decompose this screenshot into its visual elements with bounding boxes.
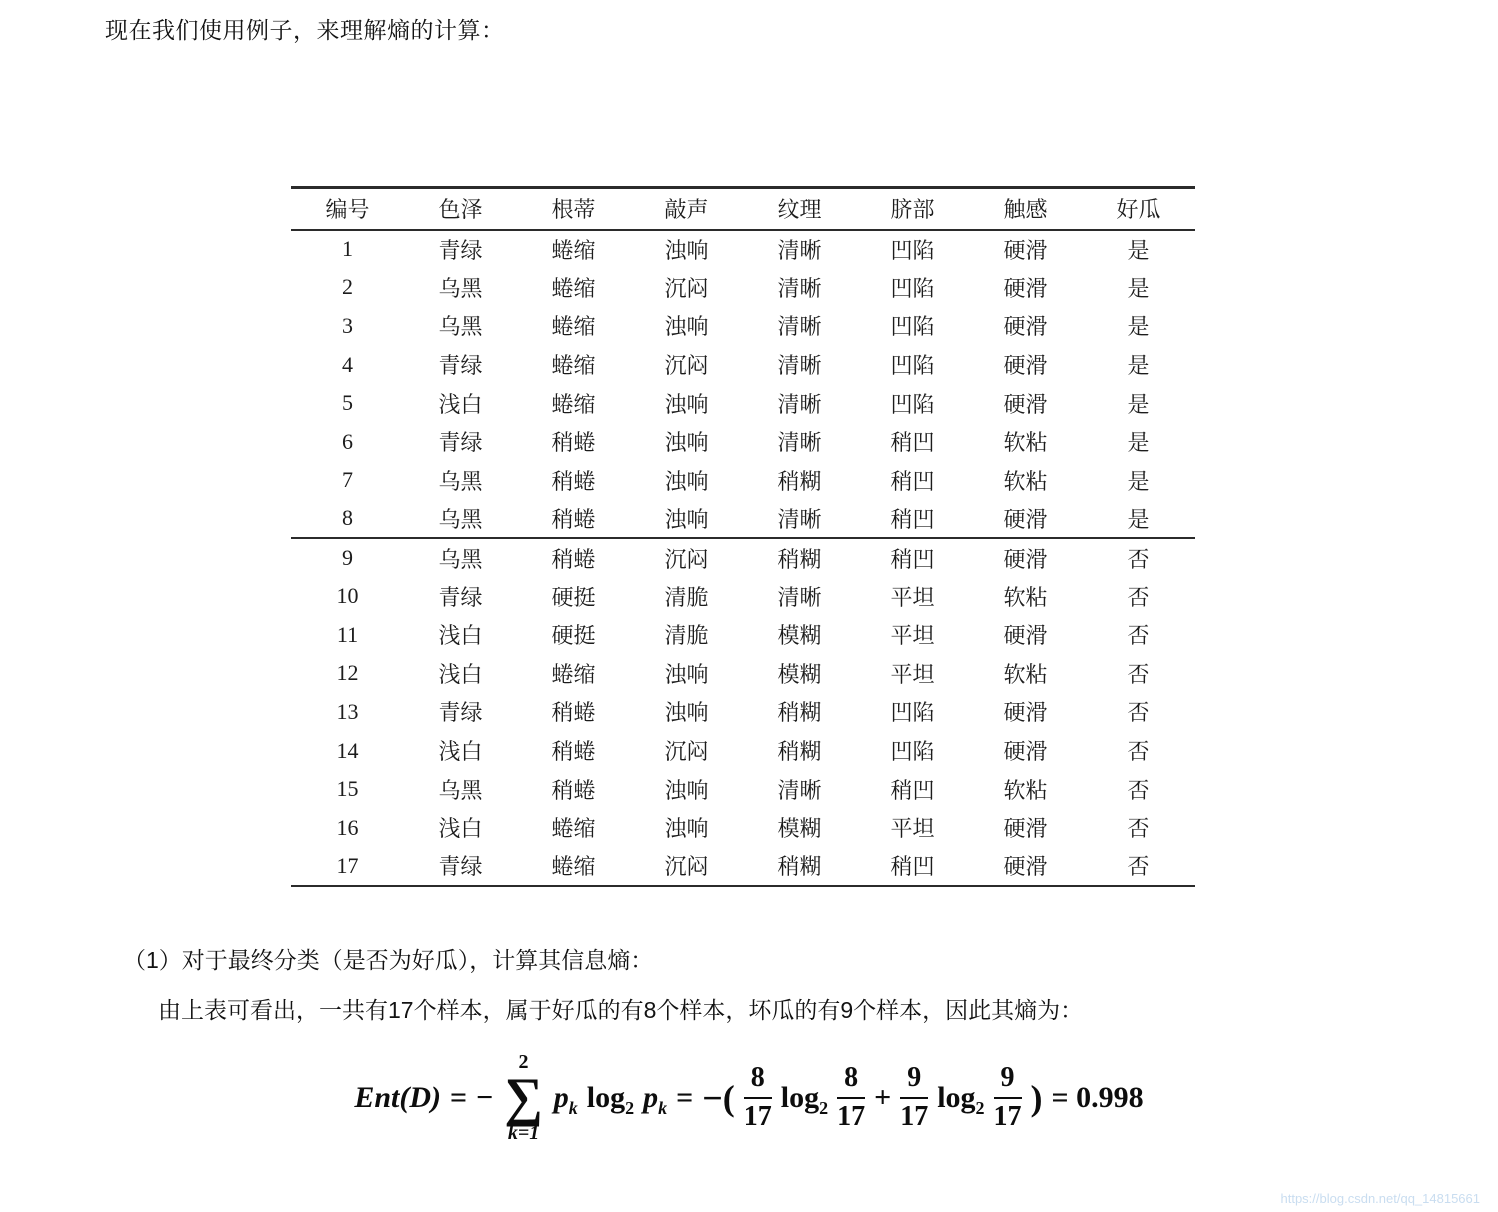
formula-container: [0, 1052, 1498, 1143]
table-cell: 蜷缩: [551, 816, 596, 842]
table-cell: 稍蜷: [551, 430, 596, 456]
table-cell: 蜷缩: [551, 314, 596, 340]
table-row: [291, 770, 1195, 809]
table-cell: 稍蜷: [551, 777, 596, 803]
table-cell: 乌黑: [438, 777, 483, 803]
column-header-texture: 纹理: [743, 188, 856, 230]
table-cell: 16: [336, 814, 359, 840]
summation-lower: k=1: [507, 1122, 540, 1145]
table-cell: 是: [1127, 314, 1150, 340]
melon-table: [291, 186, 1195, 887]
close-paren: ): [1030, 1077, 1043, 1118]
table-cell: 稍蜷: [551, 468, 596, 494]
table-cell: 清晰: [777, 275, 822, 301]
table-cell: 青绿: [438, 237, 483, 263]
table-cell: 硬滑: [1003, 391, 1048, 417]
table-cell: 模糊: [777, 661, 822, 687]
table-cell: 2: [342, 274, 353, 300]
table-cell: 硬挺: [551, 584, 596, 610]
table-cell: 稍蜷: [551, 739, 596, 765]
table-cell: 蜷缩: [551, 854, 596, 880]
table-cell: 蜷缩: [551, 391, 596, 417]
table-cell: 清晰: [743, 500, 856, 539]
table-cell: 清晰: [777, 430, 822, 456]
table-cell: 凹陷: [890, 314, 935, 340]
open-paren: −(: [702, 1077, 735, 1118]
table-cell: 乌黑: [404, 500, 517, 539]
column-header-touch: 触感: [969, 188, 1082, 230]
table-cell: 稍凹: [856, 500, 969, 539]
table-cell: 蜷缩: [551, 661, 596, 687]
table-cell: 稍糊: [777, 854, 822, 880]
table-cell: 清晰: [777, 777, 822, 803]
summation: [504, 1052, 543, 1143]
table-cell: 稍凹: [890, 430, 935, 456]
table-cell: 沉闷: [664, 854, 709, 880]
fraction-9-17: $\frac{9}{17}$: [900, 1061, 929, 1132]
table-cell: 乌黑: [438, 468, 483, 494]
table-cell: 硬滑: [1003, 816, 1048, 842]
table-row: [291, 230, 1195, 269]
table-cell: 稍糊: [777, 739, 822, 765]
column-header-navel: 脐部: [856, 188, 969, 230]
pk-term: $p_k$: [553, 1080, 578, 1118]
table-cell: 15: [336, 776, 359, 802]
table-cell: 否: [1127, 739, 1150, 765]
plus-sign: +: [874, 1080, 892, 1114]
table-cell: 是: [1127, 391, 1150, 417]
table-cell: 稍凹: [890, 777, 935, 803]
table-cell: 平坦: [890, 623, 935, 649]
table-cell: 稍糊: [777, 700, 822, 726]
table-cell: 是: [1127, 237, 1150, 263]
table-cell: 清脆: [664, 584, 709, 610]
table-row: [291, 307, 1195, 346]
table-row: [291, 268, 1195, 307]
table-cell: 稍蜷: [551, 700, 596, 726]
table-cell: 青绿: [438, 700, 483, 726]
table-cell: 清晰: [777, 584, 822, 610]
table-row: [291, 693, 1195, 732]
table-cell: 软粘: [1003, 430, 1048, 456]
table-cell: 是: [1127, 275, 1150, 301]
summation-upper: 2: [518, 1051, 529, 1073]
table-cell: 硬滑: [1003, 854, 1048, 880]
table-cell: 4: [342, 351, 353, 377]
table-cell: 硬滑: [1003, 623, 1048, 649]
table-cell: 蜷缩: [551, 275, 596, 301]
table-cell: 14: [336, 737, 359, 763]
table-cell: 平坦: [890, 584, 935, 610]
table-cell: 10: [336, 583, 359, 609]
table-cell: 否: [1127, 661, 1150, 687]
table-cell: 凹陷: [890, 739, 935, 765]
table-cell: 硬滑: [969, 500, 1082, 539]
table-cell: 否: [1127, 816, 1150, 842]
fraction-8-17: $\frac{8}{17}$: [837, 1061, 866, 1132]
table-cell: 是: [1082, 500, 1195, 539]
table-cell: 浊响: [664, 700, 709, 726]
table-row: [291, 345, 1195, 384]
table-row: [291, 615, 1195, 654]
formula-result: = 0.998: [1051, 1080, 1144, 1114]
table-cell: 否: [1127, 777, 1150, 803]
entropy-formula: [354, 1052, 1143, 1143]
table-cell: 沉闷: [664, 546, 709, 572]
table-cell: 是: [1127, 468, 1150, 494]
table-cell: 否: [1127, 623, 1150, 649]
table-row: [291, 808, 1195, 847]
table-cell: 稍凹: [890, 854, 935, 880]
table-cell: 7: [342, 467, 353, 493]
table-cell: 浊响: [664, 237, 709, 263]
table-header-row: [291, 188, 1195, 230]
table-cell: 沉闷: [664, 353, 709, 379]
equals-sign: =: [450, 1080, 468, 1114]
table-cell: 浅白: [438, 661, 483, 687]
table-cell: 1: [342, 236, 353, 262]
table-cell: 11: [336, 621, 359, 647]
table-cell: 凹陷: [890, 353, 935, 379]
table-cell: 蜷缩: [551, 353, 596, 379]
table-cell: 稍凹: [890, 546, 935, 572]
watermelon-dataset: [291, 186, 1195, 887]
table-cell: 软粘: [1003, 661, 1048, 687]
table-row: [291, 654, 1195, 693]
table-cell: 浅白: [438, 391, 483, 417]
log2-operator: $\log_2$: [937, 1080, 985, 1118]
table-row: [291, 384, 1195, 423]
table-cell: 否: [1127, 700, 1150, 726]
equals-sign: =: [676, 1080, 694, 1114]
table-cell: 清晰: [777, 353, 822, 379]
table-cell: 12: [336, 660, 359, 686]
table-cell: 清晰: [777, 314, 822, 340]
table-row: [291, 461, 1195, 500]
table-cell: 清晰: [777, 391, 822, 417]
table-row: [291, 577, 1195, 616]
pk-term: $p_k$: [643, 1080, 668, 1118]
table-cell: 硬滑: [1003, 739, 1048, 765]
table-cell: 浊响: [664, 314, 709, 340]
table-cell: 浅白: [438, 739, 483, 765]
column-header-root: 根蒂: [517, 188, 630, 230]
table-cell: 是: [1127, 353, 1150, 379]
table-cell: 平坦: [890, 661, 935, 687]
section-body: 由上表可看出，一共有17个样本，属于好瓜的有8个样本，坏瓜的有9个样本，因此其熵为：: [158, 997, 1084, 1023]
table-cell: 浅白: [438, 623, 483, 649]
column-header-color: 色泽: [404, 188, 517, 230]
table-cell: 青绿: [438, 430, 483, 456]
table-cell: 凹陷: [890, 275, 935, 301]
table-row: [291, 422, 1195, 461]
table-cell: 沉闷: [664, 739, 709, 765]
table-cell: 浊响: [664, 430, 709, 456]
table-row: [291, 500, 1195, 539]
table-cell: 硬滑: [1003, 546, 1048, 572]
table-cell: 清脆: [664, 623, 709, 649]
table-cell: 青绿: [438, 854, 483, 880]
table-cell: 蜷缩: [551, 237, 596, 263]
table-cell: 青绿: [438, 353, 483, 379]
table-cell: 13: [336, 698, 359, 724]
table-cell: 浊响: [664, 777, 709, 803]
intro-text: 现在我们使用例子，来理解熵的计算：: [105, 17, 505, 43]
table-cell: 硬滑: [1003, 314, 1048, 340]
table-cell: 浊响: [664, 391, 709, 417]
log2-operator: $\log_2$: [586, 1080, 635, 1118]
table-cell: 9: [342, 545, 353, 571]
table-cell: 稍凹: [890, 468, 935, 494]
table-cell: 硬滑: [1003, 237, 1048, 263]
table-cell: 5: [342, 390, 353, 416]
table-cell: 8: [291, 500, 404, 539]
table-cell: 硬挺: [551, 623, 596, 649]
table-cell: 6: [342, 428, 353, 454]
table-cell: 硬滑: [1003, 353, 1048, 379]
table-cell: 否: [1127, 546, 1150, 572]
formula-lhs: Ent(D): [354, 1080, 442, 1114]
table-cell: 凹陷: [890, 700, 935, 726]
table-cell: 软粘: [1003, 468, 1048, 494]
table-cell: 青绿: [438, 584, 483, 610]
table-cell: 稍糊: [777, 468, 822, 494]
table-cell: 3: [342, 312, 353, 338]
table-row: [291, 538, 1195, 577]
table-cell: 是: [1127, 430, 1150, 456]
table-cell: 稍蜷: [551, 546, 596, 572]
column-header-knock: 敲声: [630, 188, 743, 230]
table-cell: 浊响: [664, 661, 709, 687]
section-heading: （1）对于最终分类（是否为好瓜），计算其信息熵：: [123, 947, 654, 973]
table-cell: 平坦: [890, 816, 935, 842]
table-cell: 硬滑: [1003, 700, 1048, 726]
table-cell: 凹陷: [890, 391, 935, 417]
table-cell: 浊响: [664, 468, 709, 494]
table-cell: 清晰: [777, 237, 822, 263]
table-cell: 模糊: [777, 623, 822, 649]
melon-table-body: [291, 230, 1195, 886]
table-cell: 否: [1127, 584, 1150, 610]
table-cell: 17: [336, 852, 359, 878]
minus-sign: −: [476, 1080, 494, 1114]
fraction-8-17: $\frac{8}{17}$: [743, 1061, 772, 1132]
table-cell: 模糊: [777, 816, 822, 842]
table-cell: 软粘: [1003, 584, 1048, 610]
table-row: [291, 731, 1195, 770]
table-cell: 乌黑: [438, 546, 483, 572]
table-cell: 浊响: [630, 500, 743, 539]
table-cell: 凹陷: [890, 237, 935, 263]
table-cell: 软粘: [1003, 777, 1048, 803]
column-header-label: 好瓜: [1082, 188, 1195, 230]
table-cell: 稍蜷: [517, 500, 630, 539]
table-cell: 乌黑: [438, 314, 483, 340]
table-cell: 浅白: [438, 816, 483, 842]
table-cell: 乌黑: [438, 275, 483, 301]
table-header: [291, 188, 1195, 230]
column-header-id: 编号: [291, 188, 404, 230]
log2-operator: $\log_2$: [780, 1080, 829, 1118]
table-cell: 浊响: [664, 816, 709, 842]
watermark-url: https://blog.csdn.net/qq_14815661: [1280, 1191, 1480, 1206]
sigma-symbol: ∑: [504, 1067, 543, 1127]
table-cell: 硬滑: [1003, 275, 1048, 301]
table-cell: 沉闷: [664, 275, 709, 301]
table-cell: 否: [1127, 854, 1150, 880]
fraction-9-17: $\frac{9}{17}$: [993, 1061, 1022, 1132]
table-cell: 稍糊: [777, 546, 822, 572]
table-row: [291, 847, 1195, 886]
